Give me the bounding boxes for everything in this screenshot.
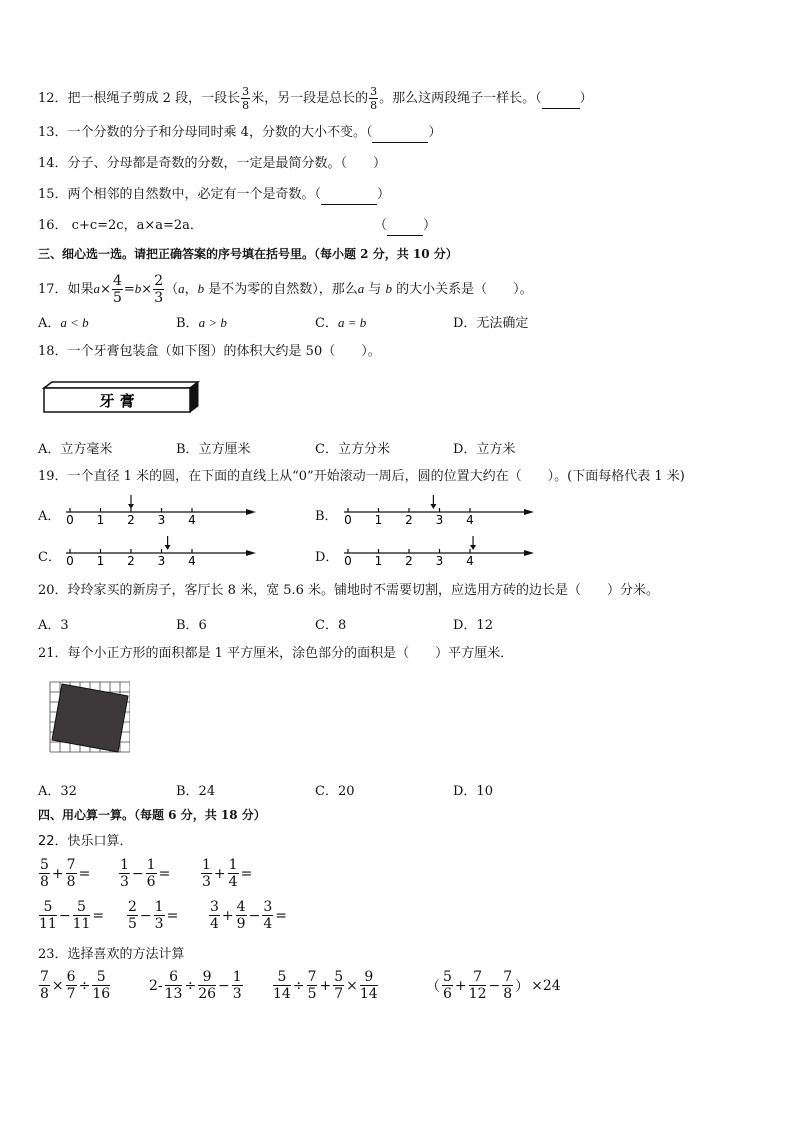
question-21: 21．每个小正方形的面积都是 1 平方厘米，涂色部分的面积是（ ）平方厘米． [38, 646, 514, 661]
section-4-heading: 四、用心算一算。（每题 6 分，共 18 分） [38, 808, 266, 822]
fraction: $\frac{4}{9}$ [236, 899, 246, 932]
question-22: 22．快乐口算． [38, 834, 133, 849]
tick-label: 1 [96, 513, 105, 527]
option-b[interactable]: B．立方厘米 [176, 442, 251, 457]
answer-blank[interactable] [372, 124, 428, 143]
answer-blank[interactable] [321, 186, 377, 205]
number-line-d [342, 535, 536, 571]
fraction: $\frac{9}{26}$ [198, 969, 217, 1002]
question-19: 19．一个直径 1 米的圆，在下面的直线上从“0”开始滚动一周后，圆的位置大约在（ ）。(下面每格代表 1 米) [38, 469, 685, 484]
fraction: $\frac{5}{11}$ [39, 899, 57, 932]
tick-label: 3 [435, 513, 444, 527]
position-arrowhead [430, 504, 436, 509]
fraction: $\frac{5}{14}$ [273, 969, 291, 1002]
answer-blank[interactable] [542, 90, 580, 109]
question-13: 13．一个分数的分子和分母同时乘 4，分数的大小不变。（ ） [38, 124, 441, 143]
expression: 2- $\frac{6}{13}$ ÷ $\frac{9}{26}$ − $\frac{1}{3}$ [149, 969, 242, 1002]
tick-label: 4 [466, 513, 474, 527]
tick-label: 0 [344, 554, 352, 568]
grid-shaded-square-figure [46, 678, 130, 754]
fraction: $\frac{1}{3}$ [154, 899, 164, 932]
option-b[interactable]: B．6 [176, 618, 207, 633]
question-15: 15．两个相邻的自然数中，必定有一个是奇数。（ ） [38, 186, 390, 205]
option-d-label[interactable]: D． [315, 550, 339, 565]
tick-label: 4 [188, 513, 196, 527]
axis-arrowhead [524, 550, 534, 556]
question-20: 20．玲玲家买的新房子，客厅长 8 米，宽 5.6 米。铺地时不需要切割，应选用方砖的边长是（ ）分米。 [38, 583, 660, 598]
option-b[interactable]: B．a > b [176, 315, 227, 331]
fraction: $\frac{3}{8}$ [370, 85, 378, 112]
number-line-a [64, 494, 258, 530]
question-23: 23．选择喜欢的方法计算 [38, 947, 185, 962]
fraction: $\frac{5}{8}$ [40, 857, 49, 890]
option-c[interactable]: C．8 [315, 618, 347, 633]
option-c[interactable]: C．20 [315, 784, 355, 799]
fraction: $\frac{5}{6}$ [443, 969, 452, 1002]
tick-label: 1 [374, 513, 383, 527]
expression: $\frac{5}{8}$ + $\frac{7}{8}$ = [40, 857, 91, 890]
position-arrowhead [165, 545, 171, 550]
fraction: $\frac{7}{8}$ [503, 969, 513, 1002]
number-line-b [342, 494, 536, 530]
box-label: 牙 膏 [99, 392, 135, 410]
tick-label: 4 [188, 554, 196, 568]
section-3-heading: 三、细心选一选。请把正确答案的序号填在括号里。（每小题 2 分，共 10 分） [38, 247, 458, 261]
tick-label: 3 [157, 554, 166, 568]
question-14: 14．分子、分母都是奇数的分数，一定是最简分数。（ ） [38, 156, 387, 171]
tick-label: 4 [466, 554, 474, 568]
question-18: 18．一个牙膏包装盒（如下图）的体积大约是 50（ ）。 [38, 344, 381, 359]
tick-label: 0 [66, 554, 74, 568]
option-c[interactable]: C．a = b [315, 315, 367, 331]
tick-label: 1 [374, 554, 383, 568]
option-a-label[interactable]: A． [38, 509, 61, 524]
expression: $\frac{5}{11}$ − $\frac{5}{11}$ = [39, 899, 105, 932]
option-d[interactable]: D．无法确定 [453, 316, 529, 331]
fraction: $\frac{1}{3}$ [202, 857, 211, 890]
fraction: $\frac{6}{7}$ [66, 969, 76, 1002]
option-d[interactable]: D．12 [453, 618, 493, 633]
axis-arrowhead [524, 509, 534, 515]
tick-label: 2 [127, 554, 135, 568]
fraction: $\frac{2}{3}$ [154, 273, 164, 306]
expression: （ $\frac{5}{6}$ + $\frac{7}{12}$ − $\frac{7}{8}$ ） ×24 [426, 969, 561, 1002]
option-d[interactable]: D．立方米 [453, 442, 516, 457]
number-line-c [64, 535, 258, 571]
fraction: $\frac{3}{8}$ [242, 85, 250, 112]
fraction: $\frac{2}{5}$ [128, 899, 137, 932]
option-a[interactable]: A．立方毫米 [38, 442, 113, 457]
expression: $\frac{1}{3}$ + $\frac{1}{4}$ = [202, 857, 253, 890]
expression: $\frac{2}{5}$ − $\frac{1}{3}$ = [128, 899, 179, 932]
fraction: $\frac{6}{13}$ [164, 969, 183, 1002]
fraction: $\frac{7}{8}$ [40, 969, 49, 1002]
tick-label: 3 [157, 513, 166, 527]
fraction: $\frac{5}{16}$ [92, 969, 111, 1002]
option-a[interactable]: A．32 [38, 784, 77, 799]
option-a[interactable]: A．a < b [38, 315, 89, 331]
fraction: $\frac{5}{11}$ [72, 899, 91, 932]
question-16-blank: （ ） [374, 217, 436, 236]
fraction: $\frac{5}{7}$ [334, 969, 344, 1002]
fraction: $\frac{7}{5}$ [307, 969, 317, 1002]
fraction: $\frac{7}{12}$ [468, 969, 487, 1002]
expression: $\frac{1}{3}$ − $\frac{1}{6}$ = [120, 857, 171, 890]
tick-label: 2 [405, 513, 413, 527]
fraction: $\frac{4}{5}$ [112, 273, 122, 306]
fraction: $\frac{1}{3}$ [232, 969, 242, 1002]
expression: $\frac{5}{14}$ ÷ $\frac{7}{5}$ + $\frac{5}{7}$ × $\frac{9}{14}$ [273, 969, 378, 1002]
fraction: $\frac{1}{4}$ [228, 857, 238, 890]
tick-label: 2 [405, 554, 413, 568]
option-c[interactable]: C．立方分米 [315, 442, 390, 457]
tick-label: 3 [435, 554, 444, 568]
position-arrowhead [128, 504, 134, 509]
option-d[interactable]: D．10 [453, 784, 493, 799]
tick-label: 1 [96, 554, 105, 568]
expression: $\frac{7}{8}$ × $\frac{6}{7}$ ÷ $\frac{5}{16}$ [40, 969, 111, 1002]
option-c-label[interactable]: C． [38, 550, 61, 565]
option-a[interactable]: A．3 [38, 618, 69, 633]
fraction: $\frac{3}{4}$ [210, 899, 219, 932]
option-b[interactable]: B．24 [176, 784, 216, 799]
question-12: 12．把一根绳子剪成 2 段，一段长 $\frac{3}{8}$ 米，另一段是总长的 $\frac{3}{8}$ 。那么这两段绳子一样长。（ ） [38, 85, 593, 112]
tick-label: 0 [344, 513, 352, 527]
question-17: 17．如果a× $\frac{4}{5}$ =b× $\frac{2}{3}$ （a，b 是不为零的自然数），那么a 与 b 的大小关系是（ ）。 [38, 273, 533, 306]
position-arrowhead [470, 545, 476, 550]
fraction: $\frac{3}{4}$ [263, 899, 273, 932]
toothpaste-box-figure [40, 380, 202, 418]
tick-label: 2 [127, 513, 135, 527]
fraction: $\frac{1}{6}$ [146, 857, 156, 890]
answer-blank[interactable] [387, 217, 423, 236]
axis-arrowhead [246, 550, 256, 556]
fraction: $\frac{7}{8}$ [66, 857, 76, 890]
fraction: $\frac{1}{3}$ [120, 857, 129, 890]
question-16: 16． c+c=2c，a×a=2a． [38, 218, 203, 233]
expression: $\frac{3}{4}$ + $\frac{4}{9}$ − $\frac{3}{4}$ = [210, 899, 287, 932]
option-b-label[interactable]: B． [315, 509, 338, 524]
fraction: $\frac{9}{14}$ [359, 969, 378, 1002]
axis-arrowhead [246, 509, 256, 515]
tick-label: 0 [66, 513, 74, 527]
